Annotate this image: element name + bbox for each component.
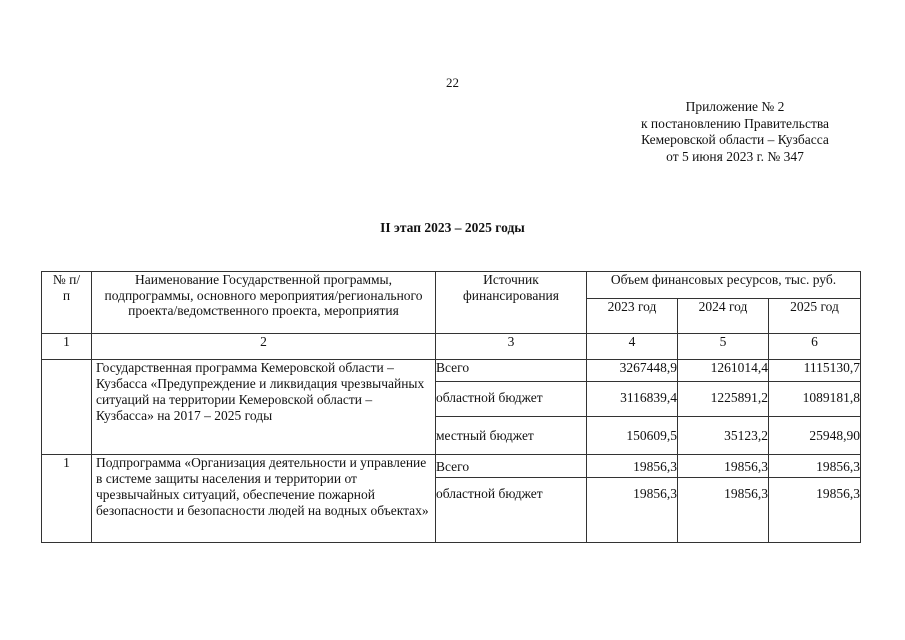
stage-title: II этап 2023 – 2025 годы <box>380 220 525 235</box>
value-2025: 1089181,8 <box>769 382 861 417</box>
header-name: Наименование Государственной программы, подпрограммы, основного мероприятия/регионального проекта/ведомственного проекта, мероприятия <box>92 272 436 334</box>
header-year-2024: 2024 год <box>678 299 769 334</box>
table-row <box>42 455 861 478</box>
value-2024: 1225891,2 <box>678 382 769 417</box>
page-number: 22 <box>446 75 459 90</box>
column-index: 2 <box>92 334 436 360</box>
value-2024: 35123,2 <box>678 417 769 455</box>
appendix-line-4: от 5 июня 2023 г. № 347 <box>666 148 804 164</box>
appendix-line-3: Кемеровской области – Кузбасса <box>641 132 829 147</box>
funding-source: Всего <box>436 360 587 382</box>
row-title <box>92 360 436 455</box>
column-index: 1 <box>42 334 92 360</box>
header-finance: Объем финансовых ресурсов, тыс. руб. <box>587 272 861 299</box>
value-2024: 19856,3 <box>678 478 769 543</box>
subprogram-title: Подпрограмма «Организация деятельности и управление в системе защиты населения и территории от чрезвычайных ситуаций, обеспечение пожарной безопасности и безопасности людей на водных объектах» <box>96 455 429 518</box>
header-source-label: Источник финансирования <box>463 272 559 303</box>
column-index: 3 <box>436 334 587 360</box>
value-2025: 1115130,7 <box>769 360 861 382</box>
column-index: 6 <box>769 334 861 360</box>
appendix-header <box>615 99 855 165</box>
program-title: Государственная программа Кемеровской области – Кузбасса «Предупреждение и ликвидация чрезвычайных ситуаций на территории Кемеровской области – Кузбасса» на 2017 – 2025 годы <box>96 360 425 423</box>
value-2025: 19856,3 <box>769 478 861 543</box>
funding-source: областной бюджет <box>436 382 587 417</box>
appendix-line-1: Приложение № 2 <box>685 99 785 114</box>
appendix-line-2: к постановлению Правительства <box>640 115 830 131</box>
value-2024: 19856,3 <box>678 455 769 478</box>
value-2025: 19856,3 <box>769 455 861 478</box>
value-2025: 25948,90 <box>769 417 861 455</box>
value-2023: 3267448,9 <box>587 360 678 382</box>
header-num-label: № п/п <box>52 272 81 303</box>
funding-source: местный бюджет <box>436 417 587 455</box>
value-2023: 3116839,4 <box>587 382 678 417</box>
header-year-2023: 2023 год <box>587 299 678 334</box>
value-2023: 19856,3 <box>587 478 678 543</box>
table-header-row <box>42 272 861 299</box>
header-year-2025: 2025 год <box>769 299 861 334</box>
funding-source: областной бюджет <box>436 478 587 543</box>
column-index: 4 <box>587 334 678 360</box>
funding-source: Всего <box>436 455 587 478</box>
header-source <box>436 272 587 334</box>
row-number <box>42 360 92 455</box>
header-num <box>42 272 92 334</box>
row-title <box>92 455 436 543</box>
value-2024: 1261014,4 <box>678 360 769 382</box>
column-index: 5 <box>678 334 769 360</box>
row-number: 1 <box>42 455 92 543</box>
column-index-row <box>42 334 861 360</box>
value-2023: 150609,5 <box>587 417 678 455</box>
table-row <box>42 360 861 382</box>
financing-table <box>41 271 861 543</box>
value-2023: 19856,3 <box>587 455 678 478</box>
